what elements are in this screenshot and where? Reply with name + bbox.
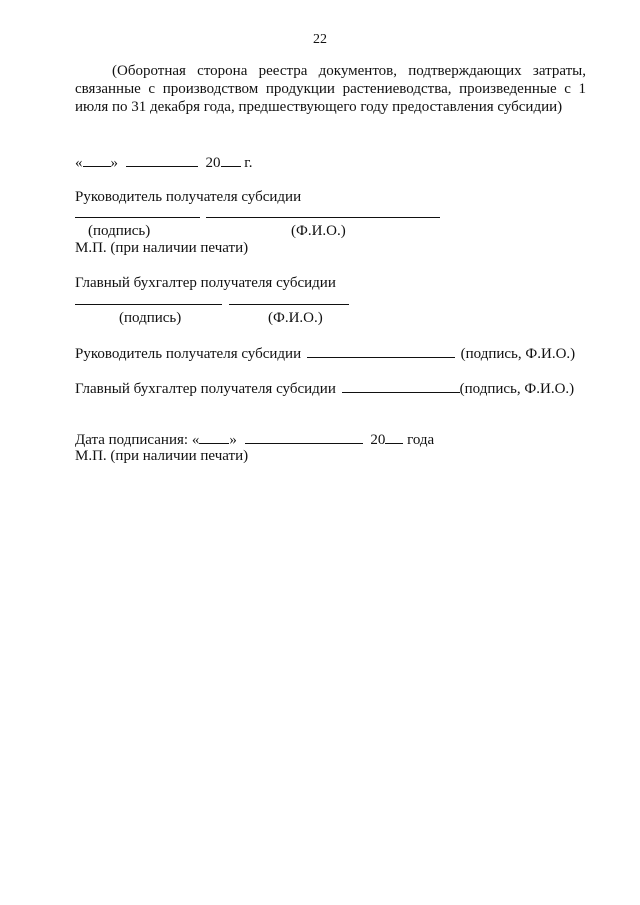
block1-name-line bbox=[206, 217, 440, 218]
block1-name-caption: (Ф.И.О.) bbox=[291, 223, 346, 239]
inline1-row bbox=[75, 344, 575, 363]
block2-name-caption: (Ф.И.О.) bbox=[268, 310, 323, 326]
inline2-row bbox=[75, 379, 574, 398]
page-number: 22 bbox=[313, 32, 327, 47]
inline1-blank bbox=[307, 344, 455, 358]
block1-signature-caption: (подпись) bbox=[88, 223, 151, 239]
signing-year-blank bbox=[385, 430, 403, 444]
signing-month-blank bbox=[245, 430, 363, 444]
inline1-label: Руководитель получателя субсидии bbox=[75, 346, 302, 362]
signing-year-prefix: 20 bbox=[370, 432, 386, 448]
signing-close-quote: » bbox=[229, 432, 237, 448]
date-year-prefix: 20 bbox=[205, 155, 221, 171]
block2-title: Главный бухгалтер получателя субсидии bbox=[75, 275, 336, 291]
signing-day-blank bbox=[199, 430, 229, 444]
date-line bbox=[75, 153, 252, 172]
date-open-quote: « bbox=[75, 155, 83, 171]
day-blank bbox=[83, 153, 111, 167]
inline2-caption: (подпись, Ф.И.О.) bbox=[459, 381, 575, 397]
intro-paragraph: (Оборотная сторона реестра документов, подтверждающих затраты, связанные с производством продукции растениеводства, произведенные с 1 июля по 31 декабря года, предшествующего году предоставления субсидии) bbox=[75, 63, 586, 115]
year-blank bbox=[221, 153, 241, 167]
block2-signature-line bbox=[75, 304, 222, 305]
inline2-label: Главный бухгалтер получателя субсидии bbox=[75, 381, 336, 397]
block1-seal-note: М.П. (при наличии печати) bbox=[75, 240, 249, 256]
signing-date-label: Дата подписания: bbox=[75, 432, 189, 448]
signing-suffix: года bbox=[407, 432, 435, 448]
date-suffix: г. bbox=[244, 155, 253, 171]
inline1-caption: (подпись, Ф.И.О.) bbox=[460, 346, 576, 362]
signing-open-quote: « bbox=[191, 432, 200, 448]
month-blank bbox=[126, 153, 198, 167]
block2-name-line bbox=[229, 304, 349, 305]
signing-seal-note: М.П. (при наличии печати) bbox=[75, 448, 249, 464]
block1-signature-line bbox=[75, 217, 200, 218]
date-close-quote: » bbox=[110, 155, 118, 171]
block1-title: Руководитель получателя субсидии bbox=[75, 189, 302, 205]
block2-signature-caption: (подпись) bbox=[119, 310, 182, 326]
inline2-blank bbox=[342, 379, 460, 393]
